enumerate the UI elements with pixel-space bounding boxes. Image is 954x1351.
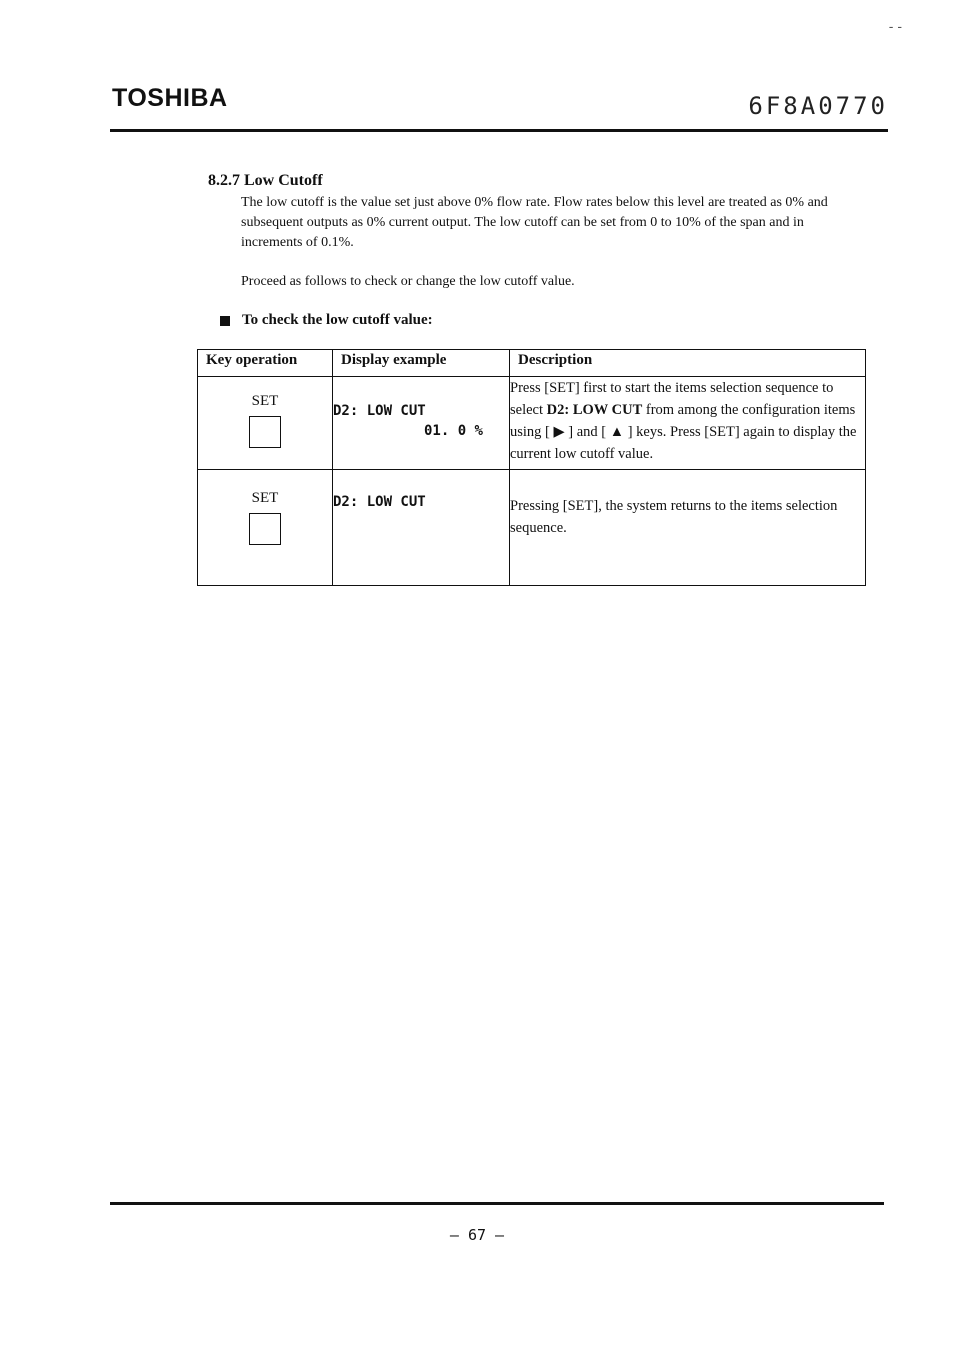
corner-mark: - - xyxy=(888,18,902,34)
display-example-cell xyxy=(333,377,510,470)
brand-logo: TOSHIBA xyxy=(112,84,228,112)
table-header-row xyxy=(198,350,866,377)
bullet-heading xyxy=(220,312,433,329)
display-line-1: D2: LOW CUT xyxy=(333,403,426,419)
page-number: — 67 — xyxy=(449,1226,505,1244)
description-cell: Pressing [SET], the system returns to the items selection sequence. xyxy=(510,470,866,586)
description-bold-item: D2: LOW CUT xyxy=(546,402,643,418)
display-line-2: 01. 0 % xyxy=(423,423,483,439)
header-description: Description xyxy=(510,350,866,377)
header-display-example: Display example xyxy=(333,350,510,377)
section-title: 8.2.7 Low Cutoff xyxy=(208,172,323,189)
procedure-paragraph: Proceed as follows to check or change the low cutoff value. xyxy=(241,274,575,289)
key-operation-cell xyxy=(198,377,333,470)
set-key-icon xyxy=(249,513,281,545)
table-row xyxy=(198,470,866,586)
header-rule xyxy=(110,129,888,132)
description-text: Press [SET] first to start the items selection sequence to select xyxy=(510,380,834,418)
display-example-cell xyxy=(333,470,510,586)
intro-paragraph: The low cutoff is the value set just above 0% flow rate. Flow rates below this level are treated as 0% and subsequent outputs as 0% current output. The low cutoff can be set from 0 to 10% of the span and in increments of 0.1%. xyxy=(241,195,828,250)
key-operation-cell xyxy=(198,470,333,586)
set-key-icon xyxy=(249,416,281,448)
key-label: SET xyxy=(251,490,279,506)
bullet-square-icon xyxy=(220,316,230,326)
operation-table xyxy=(197,349,866,586)
bullet-text: To check the low cutoff value: xyxy=(242,312,433,328)
description-text-cont: from among the configuration items using [ ▶ ] and [ ▲ ] keys. Press [SET] again to display the current low cutoff value. xyxy=(510,402,857,462)
description-cell xyxy=(510,377,866,470)
display-line-1: D2: LOW CUT xyxy=(333,494,426,510)
document-number: 6F8A0770 xyxy=(748,92,888,120)
key-label: SET xyxy=(251,393,279,409)
table-row xyxy=(198,377,866,470)
header-key-operation: Key operation xyxy=(198,350,333,377)
footer-rule xyxy=(110,1202,884,1205)
